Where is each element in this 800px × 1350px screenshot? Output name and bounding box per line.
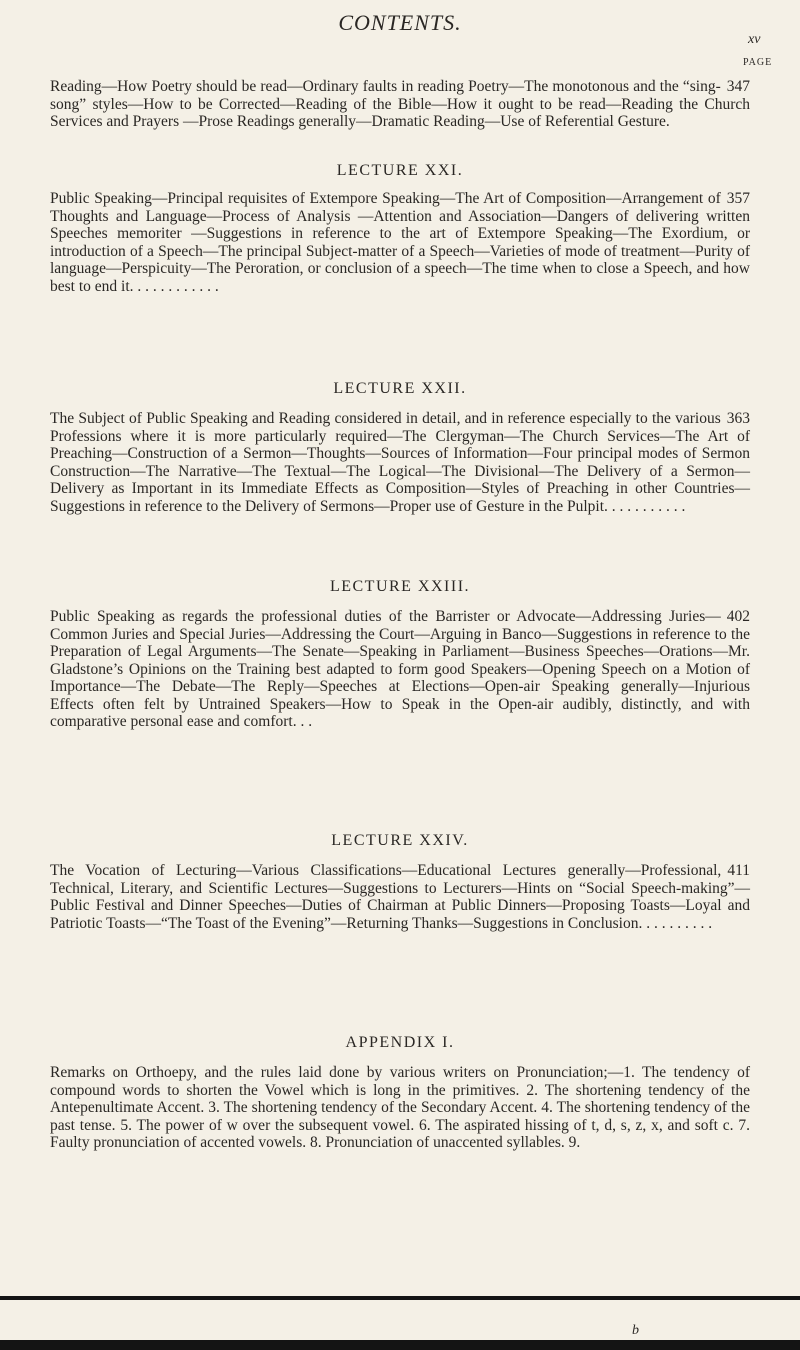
scan-edge-bar xyxy=(0,1340,800,1350)
lecture-24-page-number: 411 xyxy=(727,862,750,879)
appendix-1-text: Remarks on Orthoepy, and the rules laid done by various writers on Pronunciation;—1. The tendency of compound words to shorten the Vowel which is long in the primitives. 2. The shortening tendency of the Antepenultimate Accent. 3. The shortening tendency of the Secondary Accent. 4. The shortening tendency of the past tense. 5. The power of w over the subsequent vowel. 6. The aspirated hissing of t, d, s, z, x, and soft c. 7. Faulty pronunciation of accented vowels. 8. Pronunciation of unaccented syllables. 9. xyxy=(50,1064,750,1151)
lecture-23-heading: LECTURE XXIII. xyxy=(329,578,471,595)
lecture-21-heading: LECTURE XXI. xyxy=(336,162,464,179)
lecture-24-entry xyxy=(50,862,750,932)
lecture-24-heading: LECTURE XXIV. xyxy=(331,832,469,849)
lecture-22-text: The Subject of Public Speaking and Reading considered in detail, and in reference especially to the various Professions where it is more particularly required—The Clergyman—The Church Services—The Art of Preaching—Construction of a Sermon—Thoughts—Sources of Information—Four principal modes of Sermon Construction—The Narrative—The Textual—The Logical—The Divisional—The Delivery of a Sermon—Delivery as Important in its Immediate Effects as Composition—Styles of Preaching in other Countries—Suggestions in reference to the Delivery of Sermons—Proper use of Gesture in the Pulpit. . . . . . . . . . . xyxy=(50,410,750,515)
lecture-21-entry xyxy=(50,190,750,295)
lecture-23-entry xyxy=(50,608,750,731)
page-column-label: PAGE xyxy=(743,57,773,68)
appendix-1-entry xyxy=(50,1064,750,1152)
lecture-22-page-number: 363 xyxy=(726,410,750,427)
appendix-1-heading: APPENDIX I. xyxy=(345,1034,455,1051)
lecture-23-page-number: 402 xyxy=(726,608,750,625)
lecture-23-text: Public Speaking as regards the professional duties of the Barrister or Advocate—Addressing Juries—Common Juries and Special Juries—Addressing the Court—Arguing in Banco—Suggestions in reference to the Preparation of Legal Arguments—The Senate—Speaking in Parliament—Business Speeches—Orations—Mr. Gladstone’s Opinions on the Training best adapted to form good Speakers—Opening Speech on a Motion of Importance—The Debate—The Reply—Speeches at Elections—Open-air Speaking generally—Injurious Effects often felt by Untrained Speakers—How to Speak in the Open-air audibly, distinctly, and with comparative personal ease and comfort. . . xyxy=(50,608,750,730)
reading-entry xyxy=(50,78,750,131)
lecture-22-entry xyxy=(50,410,750,515)
page-folio: xv xyxy=(748,32,761,47)
lecture-22-heading: LECTURE XXII. xyxy=(333,380,467,397)
lecture-21-text: Public Speaking—Principal requisites of Extempore Speaking—The Art of Composition—Arrangement of Thoughts and Language—Process of Analysis —Attention and Association—Dangers of delivering written Speeches memoriter —Suggestions in reference to the art of Extempore Speaking—The Exordium, or introduction of a Speech—The principal Subject-matter of a Speech—Varieties of mode of treatment—Purity of language—Perspicuity—The Peroration, or conclusion of a speech—The time when to close a Speech, and how best to end it. . . . . . . . . . . . xyxy=(50,190,750,295)
reading-page-number: 347 xyxy=(726,78,750,95)
scan-edge-line xyxy=(0,1296,800,1300)
running-title: CONTENTS. xyxy=(338,10,462,35)
lecture-21-page-number: 357 xyxy=(726,190,750,207)
signature-mark: b xyxy=(632,1323,639,1338)
reading-text: Reading—How Poetry should be read—Ordinary faults in reading Poetry—The monotonous and the “sing-song” styles—How to be Corrected—Reading of the Bible—How it ought to be read—Reading the Church Services and Prayers —Prose Readings generally—Dramatic Reading—Use of Referential Gesture. xyxy=(50,78,750,130)
lecture-24-text: The Vocation of Lecturing—Various Classifications—Educational Lectures generally—Professional, Technical, Literary, and Scientific Lectures—Suggestions to Lecturers—Hints on “Social Speech-making”—Public Festival and Dinner Speeches—Duties of Chairman at Public Dinners—Proposing Toasts—Loyal and Patriotic Toasts—“The Toast of the Evening”—Returning Thanks—Suggestions in Conclusion. . . . . . . . . . xyxy=(50,862,750,932)
